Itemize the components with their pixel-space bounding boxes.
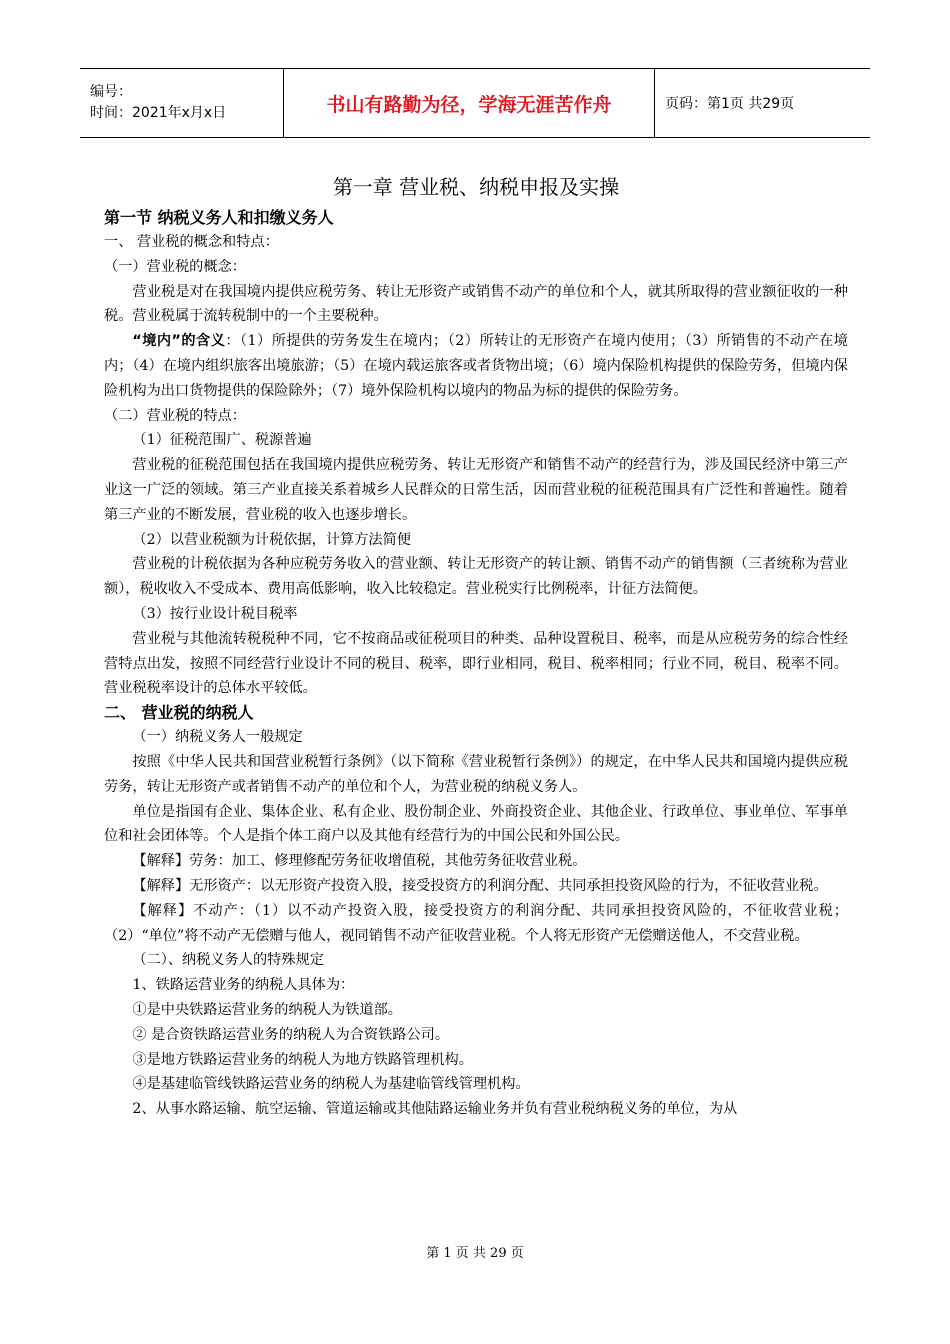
time-label: 时间：2021年x月x日 xyxy=(90,105,227,121)
subheading: 一、 营业税的概念和特点： xyxy=(104,234,279,250)
paragraph: 营业税是对在我国境内提供应税劳务、转让无形资产或销售不动产的单位和个人，就其所取得的营业额征收的一种税。营业税属于流转税制中的一个主要税种。 xyxy=(104,283,848,325)
subheading: （二）、纳税义务人的特殊规定 xyxy=(132,952,324,969)
explanation: 【解释】不动产：（1）以不动产投资入股，接受投资方的利润分配、共同承担投资风险的，不征收营业税；（2）“单位”将不动产无偿赠与他人，视同销售不动产征收营业税。个人将无形资产无偿赠送他人，不交营业税。 xyxy=(104,902,848,944)
subheading: （一）纳税义务人一般规定 xyxy=(132,729,303,746)
header-meta xyxy=(80,69,283,137)
paragraph: 营业税与其他流转税税种不同，它不按商品或征税项目的种类、品种设置税目、税率，而是从应税劳务的综合性经营特点出发，按照不同经营行业设计不同的税目、税率，即行业相同，税目、税率相同；行业不同，税目、税率不同。营业税税率设计的总体水平较低。 xyxy=(104,630,848,697)
explanation: 【解释】无形资产：以无形资产投资入股，接受投资方的利润分配、共同承担投资风险的行为，不征收营业税。 xyxy=(132,877,828,894)
header-motto: 书山有路勤为径，学海无涯苦作舟 xyxy=(283,69,655,137)
header-page-label: 页码：第1页 共29页 xyxy=(665,96,795,112)
feature-heading: （1）征税范围广、税源普遍 xyxy=(132,432,312,449)
subheading: （一）营业税的概念： xyxy=(104,258,246,275)
page-footer: 第 1 页 共 29 页 xyxy=(426,1246,524,1261)
feature-heading: （2）以营业税额为计税依据，计算方法简便 xyxy=(132,531,411,548)
feature-heading: （3）按行业设计税目税率 xyxy=(132,605,298,622)
bold-term: “境内”的含义 xyxy=(132,333,226,350)
number-label: 编号： xyxy=(90,84,132,100)
list-item: ④是基建临管线铁路运营业务的纳税人为基建临管线管理机构。 xyxy=(132,1076,530,1093)
document-body xyxy=(104,170,848,1122)
list-item: 2、从事水路运输、航空运输、管道运输或其他陆路运输业务并负有营业税纳税义务的单位，为从 xyxy=(132,1101,738,1118)
section-heading: 二、 营业税的纳税人 xyxy=(104,703,254,723)
list-item: ② 是合资铁路运营业务的纳税人为合资铁路公司。 xyxy=(132,1026,450,1043)
list-item: ③是地方铁路运营业务的纳税人为地方铁路管理机构。 xyxy=(132,1051,473,1068)
chapter-title: 第一章 营业税、纳税申报及实操 xyxy=(332,175,620,199)
subheading: （二）营业税的特点： xyxy=(104,407,246,424)
explanation: 【解释】劳务：加工、修理修配劳务征收增值税，其他劳务征收营业税。 xyxy=(132,853,587,870)
paragraph: 营业税的计税依据为各种应税劳务收入的营业额、转让无形资产的转让额、销售不动产的销售额（三者统称为营业额），税收收入不受成本、费用高低影响，收入比较稳定。营业税实行比例税率，计征方法简便。 xyxy=(104,556,848,598)
section-heading: 第一节 纳税义务人和扣缴义务人 xyxy=(104,208,334,227)
list-item: 1、铁路运营业务的纳税人具体为： xyxy=(132,977,355,994)
paragraph: 营业税的征税范围包括在我国境内提供应税劳务、转让无形资产和销售不动产的经营行为，涉及国民经济中第三产业这一广泛的领域。第三产业直接关系着城乡人民群众的日常生活，因而营业税的征税范围具有广泛性和普遍性。随着第三产业的不断发展，营业税的收入也逐步增长。 xyxy=(104,457,848,523)
page-header xyxy=(80,68,870,138)
paragraph: 按照《中华人民共和国营业税暂行条例》（以下简称《营业税暂行条例》）的规定，在中华人民共和国境内提供应税劳务，转让无形资产或者销售不动产的单位和个人，为营业税的纳税义务人。 xyxy=(104,753,848,795)
paragraph: 单位是指国有企业、集体企业、私有企业、股份制企业、外商投资企业、其他企业、行政单位、事业单位、军事单位和社会团体等。个人是指个体工商户以及其他有经营行为的中国公民和外国公民。 xyxy=(104,803,848,845)
list-item: ①是中央铁路运营业务的纳税人为铁道部。 xyxy=(132,1001,402,1018)
paragraph xyxy=(104,329,848,403)
paragraph-text: ：（1）所提供的劳务发生在境内；（2）所转让的无形资产在境内使用；（3）所销售的不动产在境内；（4）在境内组织旅客出境旅游；（5）在境内载运旅客或者货物出境；（6）境内保险机构提供的保险劳务，但境内保险机构为出口货物提供的保险除外；（7）境外保险机构以境内的物品为标的提供的保险劳务。 xyxy=(104,333,848,399)
